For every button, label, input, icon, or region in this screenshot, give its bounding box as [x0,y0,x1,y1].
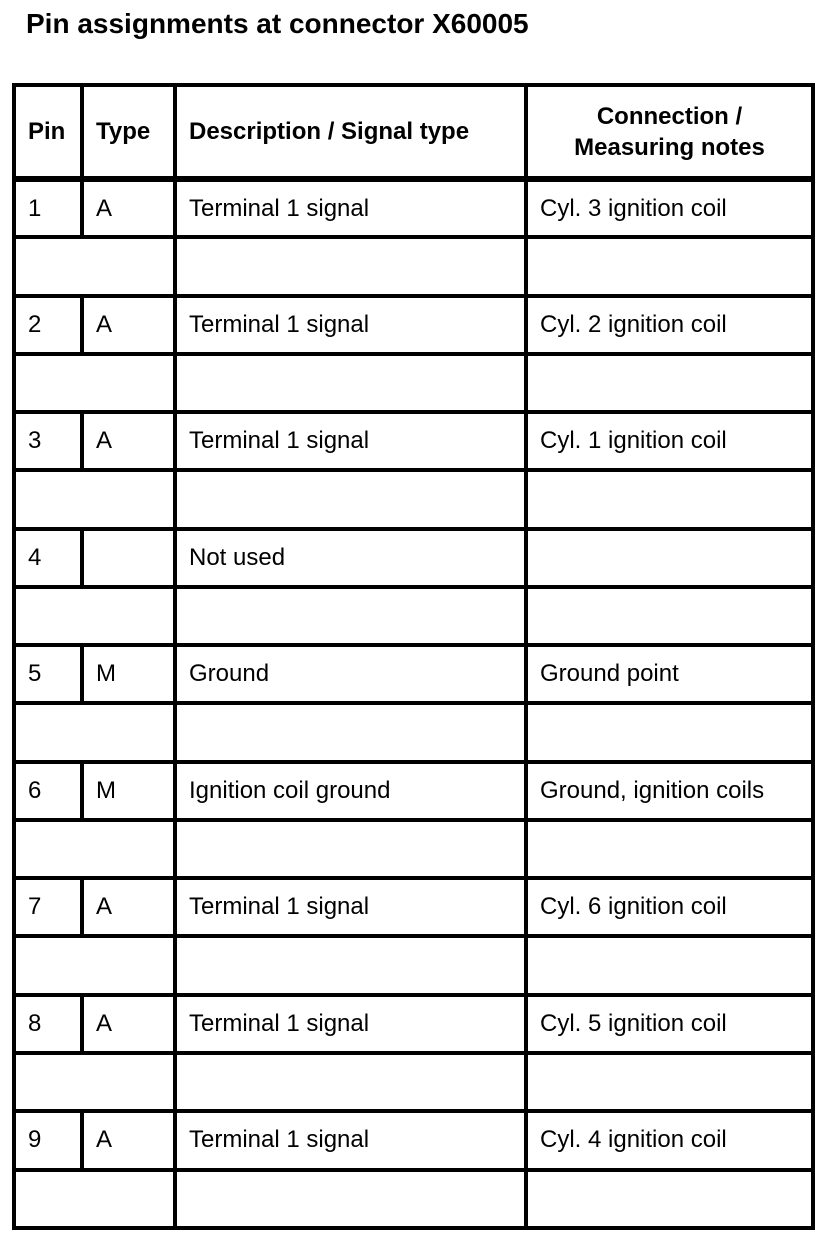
spacer-cell [14,1053,175,1111]
table-header-row [14,85,813,179]
spacer-cell [526,237,813,295]
pin-cell: 3 [14,412,82,470]
spacer-cell [14,237,175,295]
header-description: Description / Signal type [175,85,526,179]
spacer-cell [14,820,175,878]
spacer-row [14,587,813,645]
table-row [14,179,813,237]
table-row [14,762,813,820]
header-type: Type [82,85,175,179]
pin-cell: 1 [14,179,82,237]
header-connection-line2: Measuring notes [574,133,765,161]
description-cell: Terminal 1 signal [175,1111,526,1169]
spacer-cell [526,820,813,878]
spacer-cell [175,237,526,295]
spacer-cell [175,470,526,528]
pin-cell: 2 [14,296,82,354]
spacer-cell [14,470,175,528]
spacer-cell [526,1053,813,1111]
table-row [14,878,813,936]
connection-cell: Cyl. 4 ignition coil [526,1111,813,1169]
connection-cell: Cyl. 1 ignition coil [526,412,813,470]
spacer-row [14,820,813,878]
pin-cell: 7 [14,878,82,936]
connection-cell: Cyl. 6 ignition coil [526,878,813,936]
connection-cell: Ground, ignition coils [526,762,813,820]
page-title: Pin assignments at connector X60005 [26,8,529,39]
description-cell: Ground [175,645,526,703]
spacer-cell [526,354,813,412]
spacer-cell [526,470,813,528]
spacer-cell [175,354,526,412]
pin-cell: 4 [14,529,82,587]
spacer-cell [14,703,175,761]
description-cell: Ignition coil ground [175,762,526,820]
spacer-cell [526,1170,813,1228]
header-pin: Pin [14,85,82,179]
spacer-cell [175,820,526,878]
spacer-row [14,703,813,761]
description-cell: Terminal 1 signal [175,878,526,936]
spacer-row [14,936,813,994]
description-cell: Not used [175,529,526,587]
spacer-cell [526,703,813,761]
connection-cell [526,529,813,587]
type-cell: A [82,296,175,354]
type-cell: M [82,645,175,703]
type-cell: A [82,412,175,470]
table-row [14,529,813,587]
table-body [14,179,813,1228]
type-cell: A [82,878,175,936]
table-row [14,1111,813,1169]
description-cell: Terminal 1 signal [175,412,526,470]
spacer-cell [175,1170,526,1228]
type-cell [82,529,175,587]
spacer-row [14,237,813,295]
spacer-row [14,354,813,412]
spacer-cell [175,936,526,994]
spacer-cell [14,354,175,412]
description-cell: Terminal 1 signal [175,179,526,237]
spacer-cell [526,587,813,645]
spacer-cell [14,587,175,645]
connection-cell: Ground point [526,645,813,703]
table-row [14,645,813,703]
description-cell: Terminal 1 signal [175,296,526,354]
header-connection [526,85,813,179]
table-row [14,412,813,470]
spacer-row [14,470,813,528]
table-row [14,995,813,1053]
spacer-row [14,1053,813,1111]
type-cell: M [82,762,175,820]
spacer-cell [175,587,526,645]
pin-cell: 6 [14,762,82,820]
connection-cell: Cyl. 2 ignition coil [526,296,813,354]
type-cell: A [82,179,175,237]
pin-cell: 9 [14,1111,82,1169]
connection-cell: Cyl. 5 ignition coil [526,995,813,1053]
type-cell: A [82,1111,175,1169]
spacer-cell [175,703,526,761]
connection-cell: Cyl. 3 ignition coil [526,179,813,237]
description-cell: Terminal 1 signal [175,995,526,1053]
pin-assignment-table [12,83,815,1230]
header-connection-line1: Connection / [596,102,743,130]
type-cell: A [82,995,175,1053]
table-row [14,296,813,354]
spacer-cell [526,936,813,994]
pin-cell: 8 [14,995,82,1053]
spacer-row [14,1170,813,1228]
spacer-cell [14,936,175,994]
pin-cell: 5 [14,645,82,703]
spacer-cell [175,1053,526,1111]
spacer-cell [14,1170,175,1228]
